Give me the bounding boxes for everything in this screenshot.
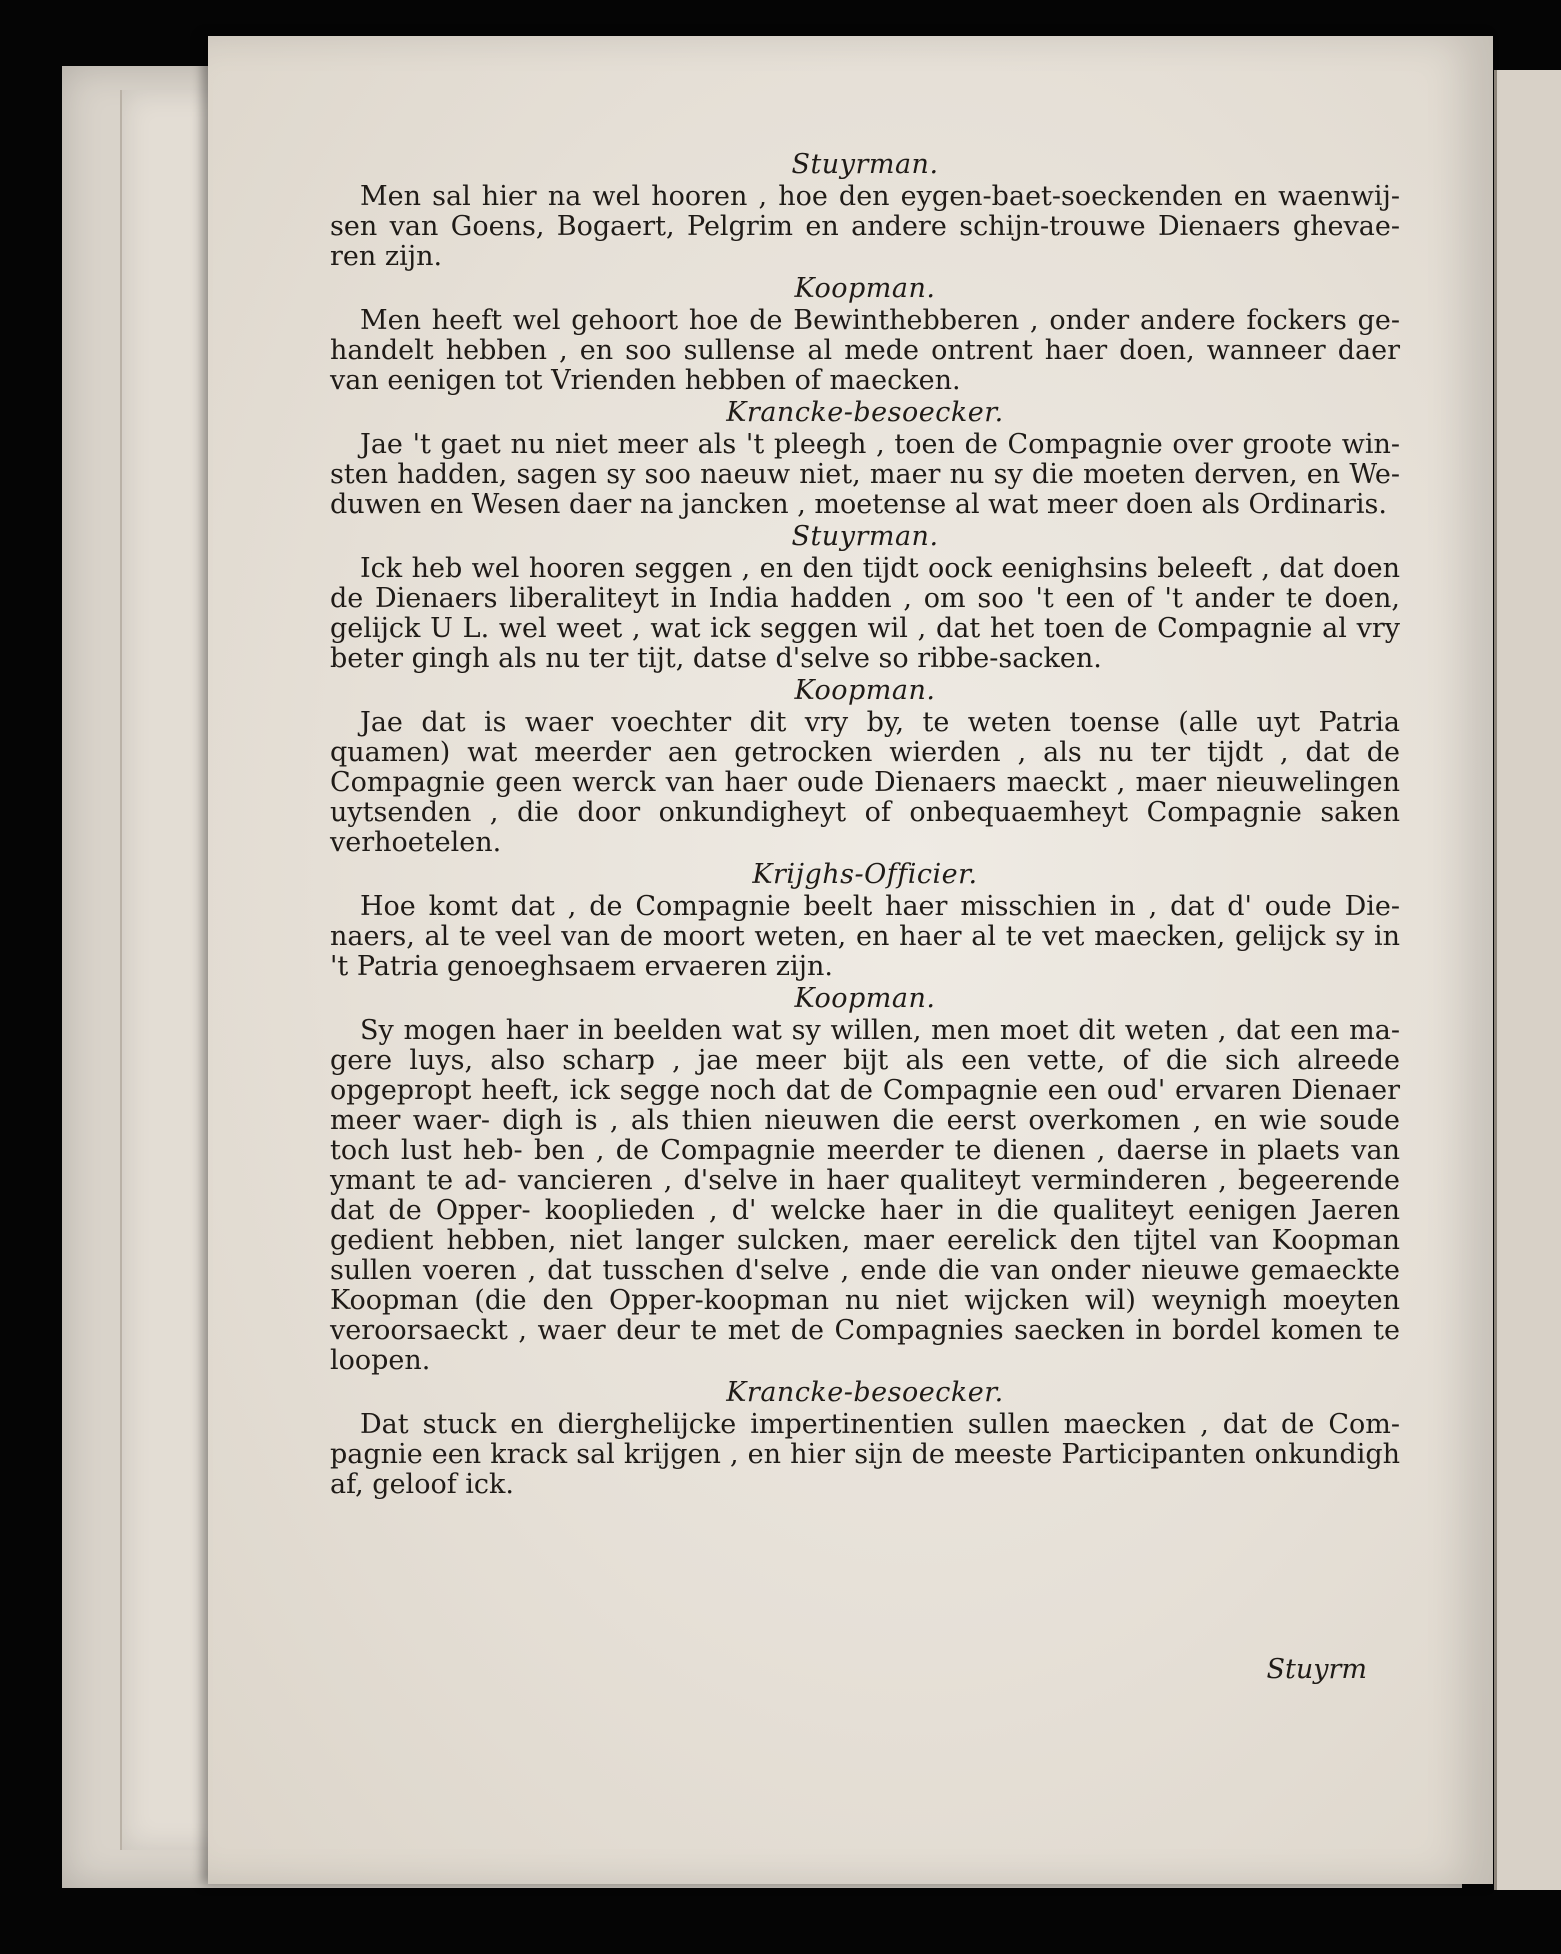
text-line: af, geloof ick. — [330, 1469, 514, 1500]
text-line: Dat stuck en dierghelijcke impertinentien sullen maecken , dat de Com- — [360, 1409, 1400, 1440]
text-line: pagnie een krack sal krijgen , en hier sijn de meeste Participanten onkundigh — [330, 1439, 1400, 1470]
dialogue-paragraph — [330, 892, 1400, 982]
dialogue-paragraph — [330, 182, 1400, 272]
dialogue-paragraph — [330, 306, 1400, 396]
text-line: Ick heb wel hooren seggen , en den tijdt oock eenighsins beleeft , dat doen — [360, 553, 1400, 584]
text-line: werck van haer oude Dienaers maeckt , maer nieuwelingen uytsenden , die — [330, 767, 1400, 828]
text-line: kooplieden , d' welcke haer in die qualiteyt eenigen Jaeren gedient hebben, — [330, 1195, 1400, 1256]
text-line: ben , de Compagnie meerder te dienen , daerse in plaets van ymant te ad- — [330, 1135, 1400, 1196]
text-line: de Dienaers liberaliteyt in India hadden , om soo 't een of 't ander te doen, — [330, 583, 1400, 614]
speaker-heading: Krijghs-Officier. — [752, 859, 978, 890]
dialogue-paragraph — [330, 708, 1400, 858]
speaker-heading: Krancke-besoecker. — [726, 397, 1004, 428]
speaker-heading: Krancke-besoecker. — [726, 1377, 1004, 1408]
text-line: handelt hebben , en soo sullense al mede ontrent haer doen, wanneer daer van — [330, 335, 1400, 396]
text-line: deur te met de Compagnies saecken in bordel komen te loopen. — [330, 1315, 1400, 1376]
text-line: Men heeft wel gehoort hoe de Bewinthebberen , onder andere fockers ge- — [360, 305, 1400, 336]
text-line: wat meerder aen getrocken wierden , als nu ter tijdt , dat de Compagnie geen — [330, 737, 1400, 798]
text-line: Sy mogen haer in beelden wat sy willen, men moet dit weten , dat een ma- — [360, 1015, 1400, 1046]
text-line: Opper-koopman nu niet wijcken wil) weynigh moeyten veroorsaeckt , waer — [330, 1285, 1401, 1346]
dialogue-paragraph — [330, 1016, 1400, 1376]
text-line: door onkundigheyt of onbequaemheyt Compagnie saken verhoetelen. — [330, 797, 1401, 858]
text-line: sen van Goens, Bogaert, Pelgrim en andere schijn-trouwe Dienaers ghevae- — [330, 211, 1400, 242]
text-line: Jae dat is waer voechter dit vry by, te weten toense (alle uyt Patria quamen) — [330, 707, 1400, 768]
text-line: ren zijn. — [330, 241, 443, 272]
dialogue-paragraph — [330, 430, 1400, 520]
text-line: digh is , als thien nieuwen die eerst overkomen , en wie soude toch lust heb- — [330, 1105, 1401, 1166]
text-line: gelijck U L. wel weet , wat ick seggen wil , dat het toen de Compagnie al vry — [330, 613, 1400, 644]
document-page — [208, 36, 1493, 1884]
page-text — [330, 148, 1400, 1500]
dialogue-paragraph — [330, 554, 1400, 674]
text-line: eenigen tot Vrienden hebben of maecken. — [387, 365, 961, 396]
speaker-heading: Koopman. — [794, 983, 936, 1014]
speaker-heading: Stuyrman. — [791, 521, 939, 552]
text-line: tusschen d'selve , ende die van onder nieuwe gemaeckte Koopman (die den — [330, 1255, 1400, 1316]
catchword: Stuyrm — [1266, 1654, 1367, 1685]
text-line: Hoe komt dat , de Compagnie beelt haer misschien in , dat d' oude Die- — [360, 891, 1400, 922]
text-line: niet langer sulcken, maer eerelick den tijtel van Koopman sullen voeren , dat — [330, 1225, 1400, 1286]
text-line: gere luys, also scharp , jae meer bijt als een vette, of die sich alreede opgepropt — [330, 1045, 1400, 1106]
text-line: Patria genoeghsaem ervaeren zijn. — [356, 951, 833, 982]
speaker-heading: Koopman. — [794, 273, 936, 304]
text-line: sten hadden, sagen sy soo naeuw niet, maer nu sy die moeten derven, en We- — [330, 459, 1400, 490]
text-line: beter gingh als nu ter tijt, datse d'selve so ribbe-sacken. — [330, 643, 1102, 674]
text-line: Men sal hier na wel hooren , hoe den eygen-baet-soeckenden en waenwij- — [360, 181, 1400, 212]
speaker-heading: Stuyrman. — [791, 149, 939, 180]
text-line: naers, al te veel van de moort weten, en haer al te vet maecken, gelijck sy in 't — [330, 921, 1400, 982]
facing-page-edge — [1494, 70, 1561, 1890]
dialogue-paragraph — [330, 1410, 1400, 1500]
text-line: Jae 't gaet nu niet meer als 't pleegh , toen de Compagnie over groote win- — [360, 429, 1400, 460]
speaker-heading: Koopman. — [794, 675, 936, 706]
text-line: duwen en Wesen daer na jancken , moetense al wat meer doen als Ordinaris. — [330, 489, 1387, 520]
text-line: heeft, ick segge noch dat de Compagnie een oud' ervaren Dienaer meer waer- — [330, 1075, 1400, 1136]
text-line: vancieren , d'selve in haer qualiteyt verminderen , begeerende dat de Opper- — [330, 1165, 1400, 1226]
